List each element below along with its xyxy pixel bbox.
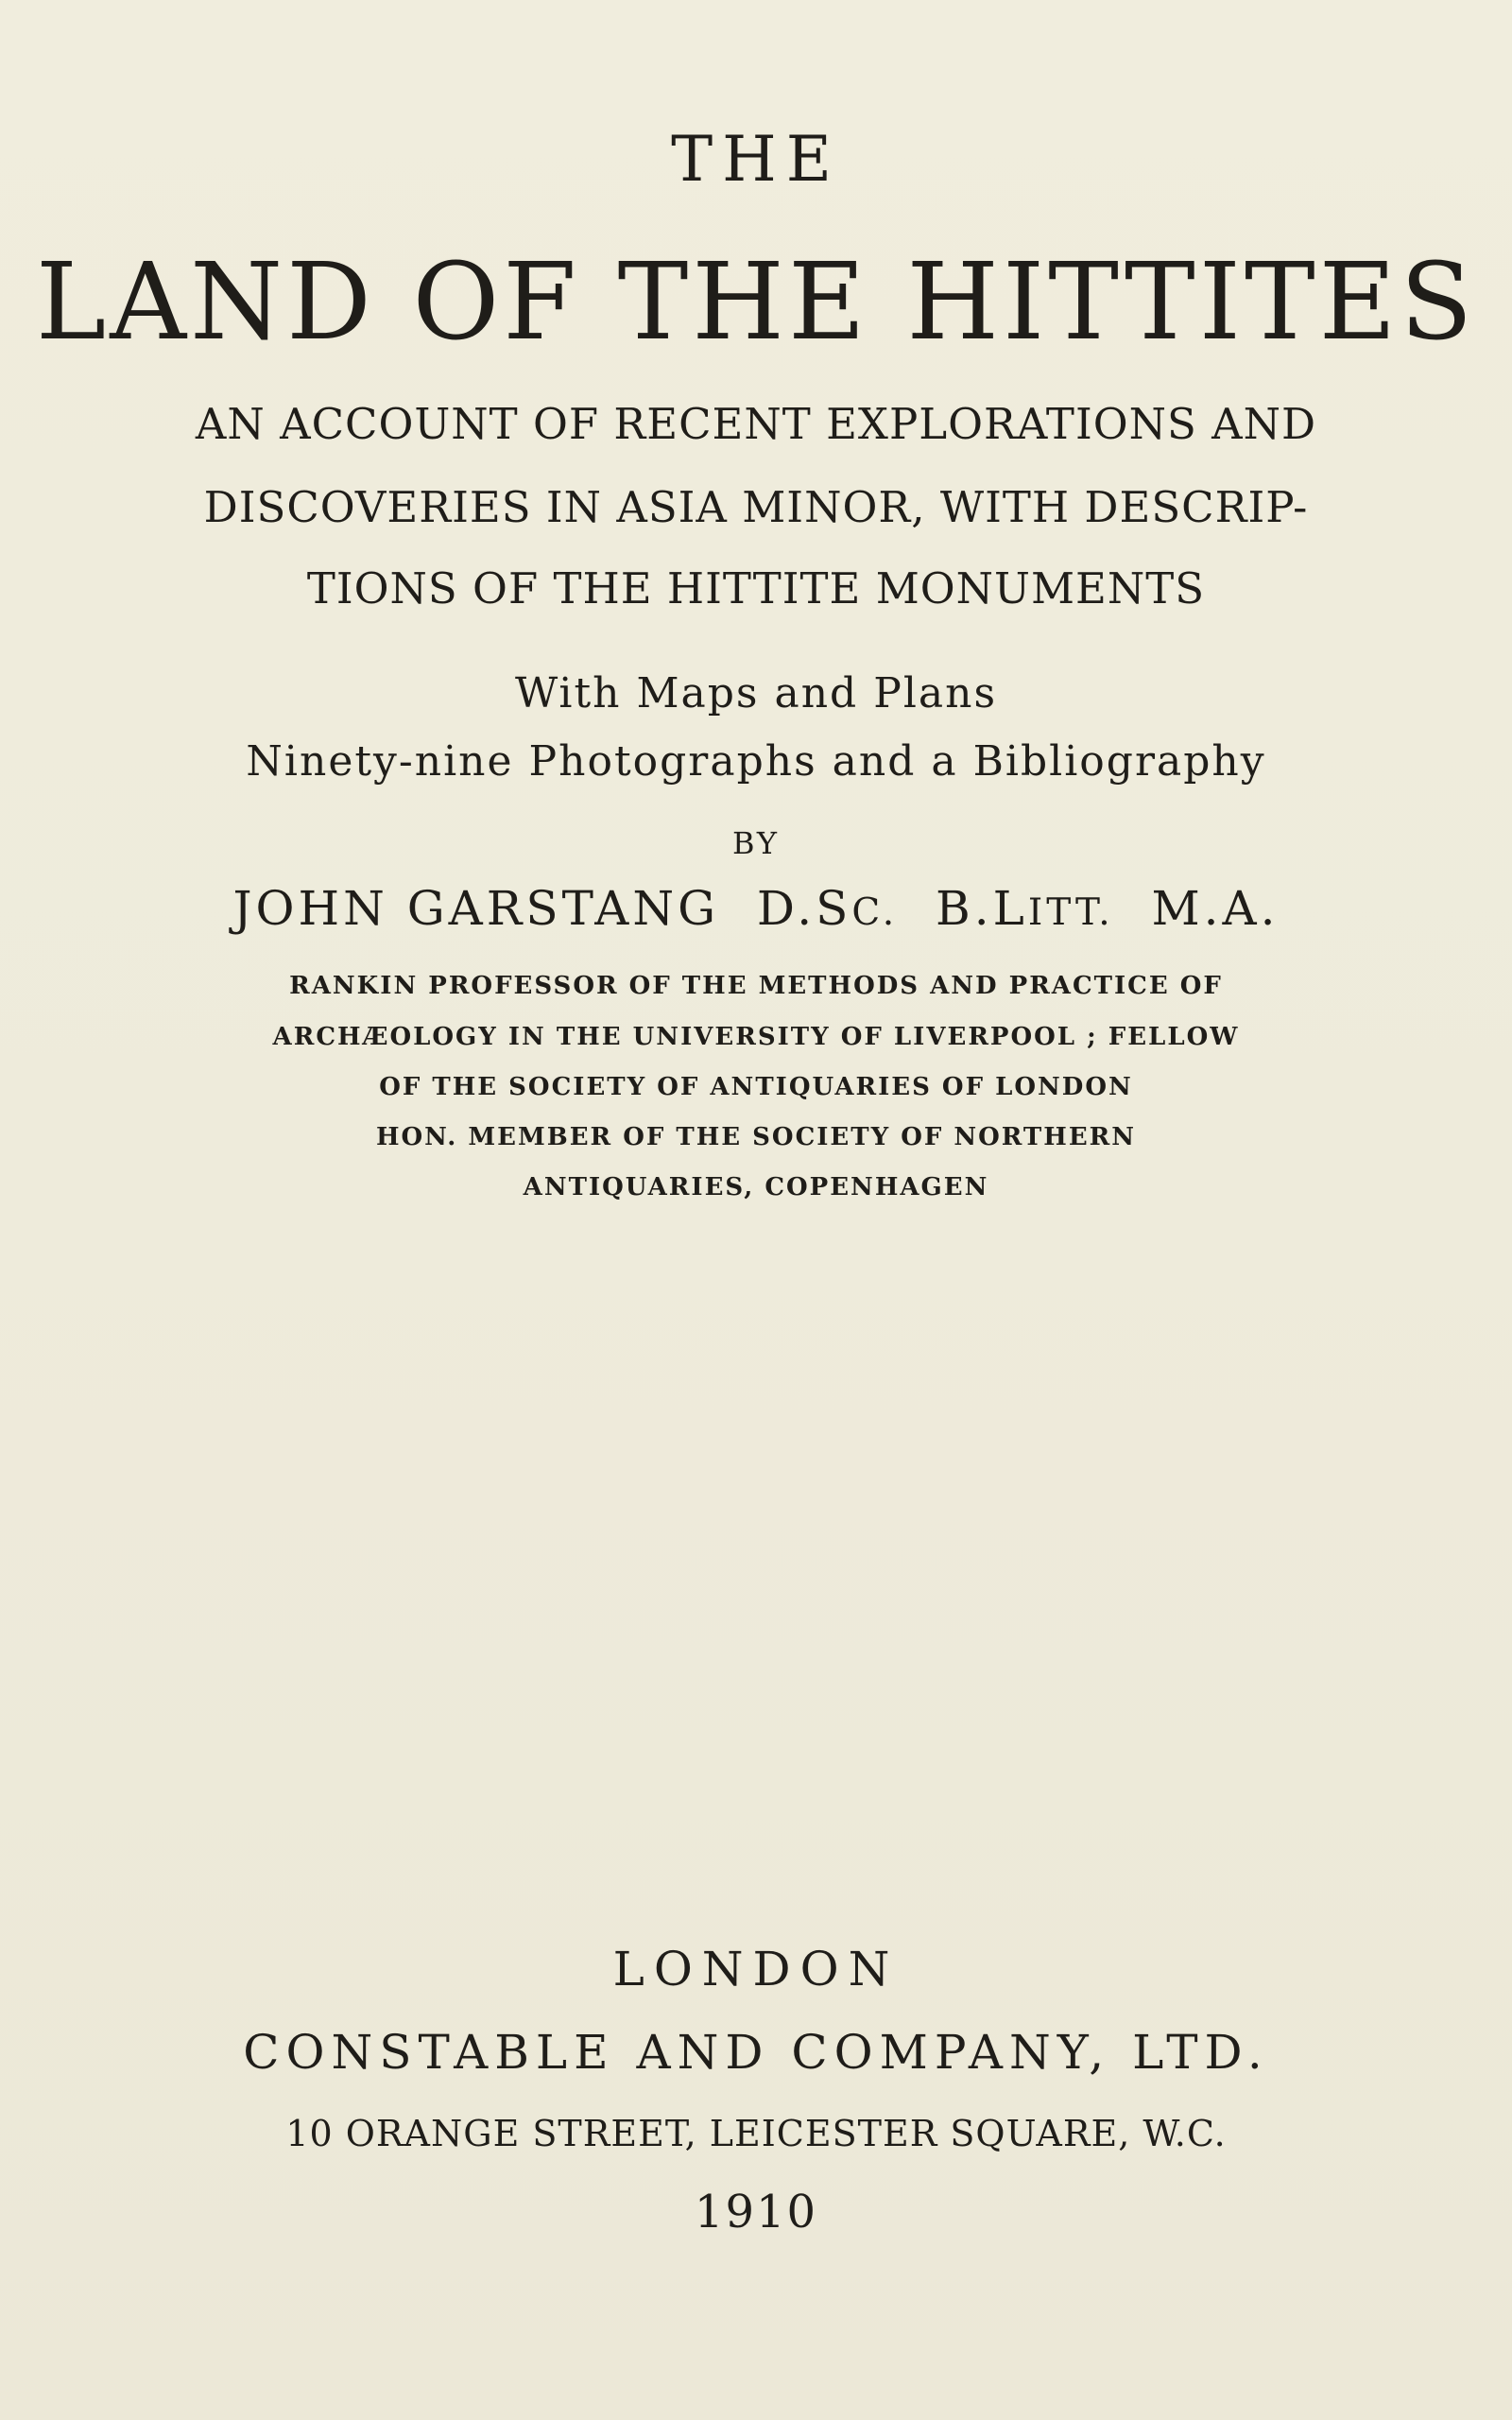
subtitle-line: DISCOVERIES IN ASIA MINOR, WITH DESCRIP- bbox=[203, 482, 1309, 532]
illustrations-line: With Maps and Plans bbox=[514, 669, 998, 717]
imprint-year: 1910 bbox=[694, 2186, 818, 2238]
author-name: JOHN GARSTANG bbox=[232, 881, 720, 936]
illustrations-line: Ninety-nine Photographs and a Bibliography bbox=[246, 737, 1266, 786]
author-degree: M.A. bbox=[1151, 881, 1280, 936]
imprint-city: LONDON bbox=[612, 1942, 900, 1996]
subtitle-line: TIONS OF THE HITTITE MONUMENTS bbox=[306, 563, 1206, 614]
by-label: BY bbox=[731, 825, 781, 861]
imprint-publisher: CONSTABLE AND COMPANY, LTD. bbox=[243, 2025, 1269, 2080]
affiliation-line: HON. MEMBER OF THE SOCIETY OF NORTHERN bbox=[375, 1123, 1137, 1151]
author-line bbox=[0, 881, 1512, 936]
affiliation-line: OF THE SOCIETY OF ANTIQUARIES OF LONDON bbox=[379, 1073, 1133, 1101]
book-title: LAND OF THE HITTITES bbox=[35, 241, 1477, 364]
subtitle-line: AN ACCOUNT OF RECENT EXPLORATIONS AND bbox=[195, 399, 1317, 449]
author-degree: D.SC. bbox=[756, 881, 899, 936]
affiliation-line: RANKIN PROFESSOR OF THE METHODS AND PRACTICE OF bbox=[289, 972, 1223, 1000]
affiliation-line: ANTIQUARIES, COPENHAGEN bbox=[523, 1173, 989, 1201]
author-degree: B.LITT. bbox=[936, 881, 1114, 936]
affiliation-line: ARCHÆOLOGY IN THE UNIVERSITY OF LIVERPOOL ; FELLOW bbox=[272, 1023, 1240, 1051]
imprint-address: 10 ORANGE STREET, LEICESTER SQUARE, W.C. bbox=[285, 2113, 1227, 2154]
title-article: THE bbox=[671, 123, 841, 196]
